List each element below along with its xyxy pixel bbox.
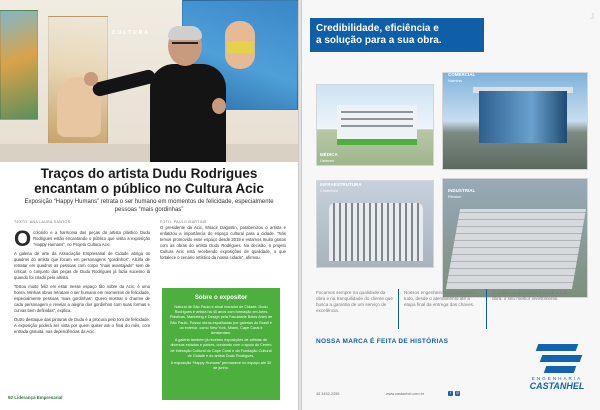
pillar-text-1: Focamos sempre na qualidade da obra e na tranquilidade do cliente que busca a garantia de um serviço de excelência. xyxy=(316,290,393,313)
article-subhead: Exposição “Happy Humans” retrata o ser humano em momentos de felicidade, especialmente pessoas “mais gordinhas” xyxy=(24,199,274,213)
social-links xyxy=(448,391,461,396)
website-link[interactable]: www.castanhel.com.br xyxy=(386,392,424,396)
painting-2 xyxy=(48,16,108,144)
corner-mark: J xyxy=(590,12,594,21)
headline-line-2: encantam o público no Cultura Acic xyxy=(34,181,264,196)
left-page xyxy=(0,0,298,410)
facebook-icon[interactable]: f xyxy=(449,391,452,395)
tile-label-infrastructure: INFRAESTRUTURA Cimbrinco xyxy=(320,182,362,193)
box-paragraph: A exposição “Happy Humans” permanece no espaço até 30 de junho. xyxy=(170,361,272,371)
pillar-divider xyxy=(486,289,487,329)
tile-label-medical: MÉDICA Unimed xyxy=(320,152,338,163)
article-column-1 xyxy=(14,226,150,338)
tile-label-industrial: INDUSTRIAL Plenion xyxy=(448,188,476,199)
article-headline xyxy=(14,166,284,196)
artist-figure xyxy=(150,26,242,162)
paragraph: Outro destaque das pinturas de Dudu é a procura pelo tom de felicidade. A exposição poderá ser vista por quem quiser até o final do mês, com entrada gratuita, nas dependências da Acic. xyxy=(14,317,150,334)
paragraph: Ocolorido e a harmonia das peças do artista plástico Dudu Rodrigues estão encantando o público que visita a exposição “Happy Humans”, no Projeto Cultura Acic. xyxy=(14,226,150,251)
pillar-divider xyxy=(398,289,399,329)
instagram-icon[interactable]: ◎ xyxy=(455,391,460,395)
tile-commercial xyxy=(442,72,588,170)
pillar-text-2: Nossos engenheiros acompanham tudo, desde o atendimento até a etapa final da entrega das chaves. xyxy=(404,290,475,307)
article-column-2 xyxy=(160,225,286,264)
logo-mark-icon xyxy=(537,344,577,374)
logo-name: CASTANHEL xyxy=(529,381,585,391)
castanhel-logo xyxy=(520,344,594,400)
right-page-ad xyxy=(302,0,600,410)
headline-line-1: Traços do artista Dudu Rodrigues xyxy=(40,166,258,181)
pillar-text-3: O nosso compromisso é tornar a sua obra, o seu melhor investimento. xyxy=(492,290,568,301)
painting-1 xyxy=(0,10,38,120)
section-label: CULTURA xyxy=(112,30,150,36)
paragraph: “Estou muito feliz em estar nesse espaço tão nobre da Acic, é uma honra. Minhas obras retratam o ser humano em momentos de felicidade, especialmente pessoas ‘mais gordinhas’. Quero mostrar o charme de cada personagem e revelar a alegria dos gordinhos com suas formas e curvas bem definidas”, explica. xyxy=(14,284,150,313)
photo-credit: FOTO: PAULO MARTINS xyxy=(160,220,207,224)
logo-subtitle: ENGENHARIA xyxy=(531,376,583,381)
box-title: Sobre o expositor xyxy=(194,294,248,301)
ad-headline xyxy=(310,18,484,52)
box-paragraph: Natural de São Paulo e atual morador de Cidade, Dudu Rodrigues é artista há 40 anos com formação em Artes Plásticas, Marketing e Design pela Faculdade Belas Artes de São Paulo. Possui obras espalhadas por galerias do Brasil e do exterior, como New York, Miami, Cape Coral e Amsterdam. xyxy=(169,305,273,336)
page-footer: 92 Liderança Empresarial xyxy=(8,395,63,400)
phone-number: 45 3452-2255 xyxy=(316,392,340,396)
tile-label-commercial: COMERCIAL Namina xyxy=(448,72,476,83)
dropcap: O xyxy=(14,226,32,251)
exhibition-photo xyxy=(0,0,298,162)
ad-headline-line-2: a solução para a sua obra. xyxy=(316,35,442,46)
byline: TEXTO: ANA LAURA SANTOS xyxy=(14,220,71,224)
paragraph: O presidente da Acic, Moacir Dagostin, parabenizou o artista e enfatizou a importância do espaço cultural para a cidade. “Nós temos promovido esse espaço desde 2019 e estamos muito gratos com as obras do artista Dudu Rodrigues. Na decisão, o projeto Cultura Acic está recebendo exposições de qualidade, o que fortalece o cenário artístico da nossa cidade”, afirmou. xyxy=(160,225,286,260)
ad-headline-line-1: Credibilidade, eficiência e xyxy=(316,23,439,34)
box-paragraph: A galeria também já recebeu exposições de artistas de diversos estados e países, contando com o apoio do Centro de Interação Cultural do Cape Coral e da Fundação Cultural de Cidade e do artista Dudu Rodrigues. xyxy=(170,338,272,358)
brand-tagline: NOSSA MARCA É FEITA DE HISTÓRIAS xyxy=(316,338,449,345)
paragraph: A galeria de arte da Associação Empresarial de Cidade abriga os quadros do artista que focam em personagens “gordinhos”. Alcirla de retratar em quadros as pessoas com corpo “mais avantajado” sem de criticar, o conjunto das peças de Dudu Rodrigues já fazia sucesso lá quando foi criado pelo artista. xyxy=(14,251,150,280)
sidebar-box-exhibitor xyxy=(162,288,280,400)
tile-infrastructure xyxy=(316,180,434,268)
